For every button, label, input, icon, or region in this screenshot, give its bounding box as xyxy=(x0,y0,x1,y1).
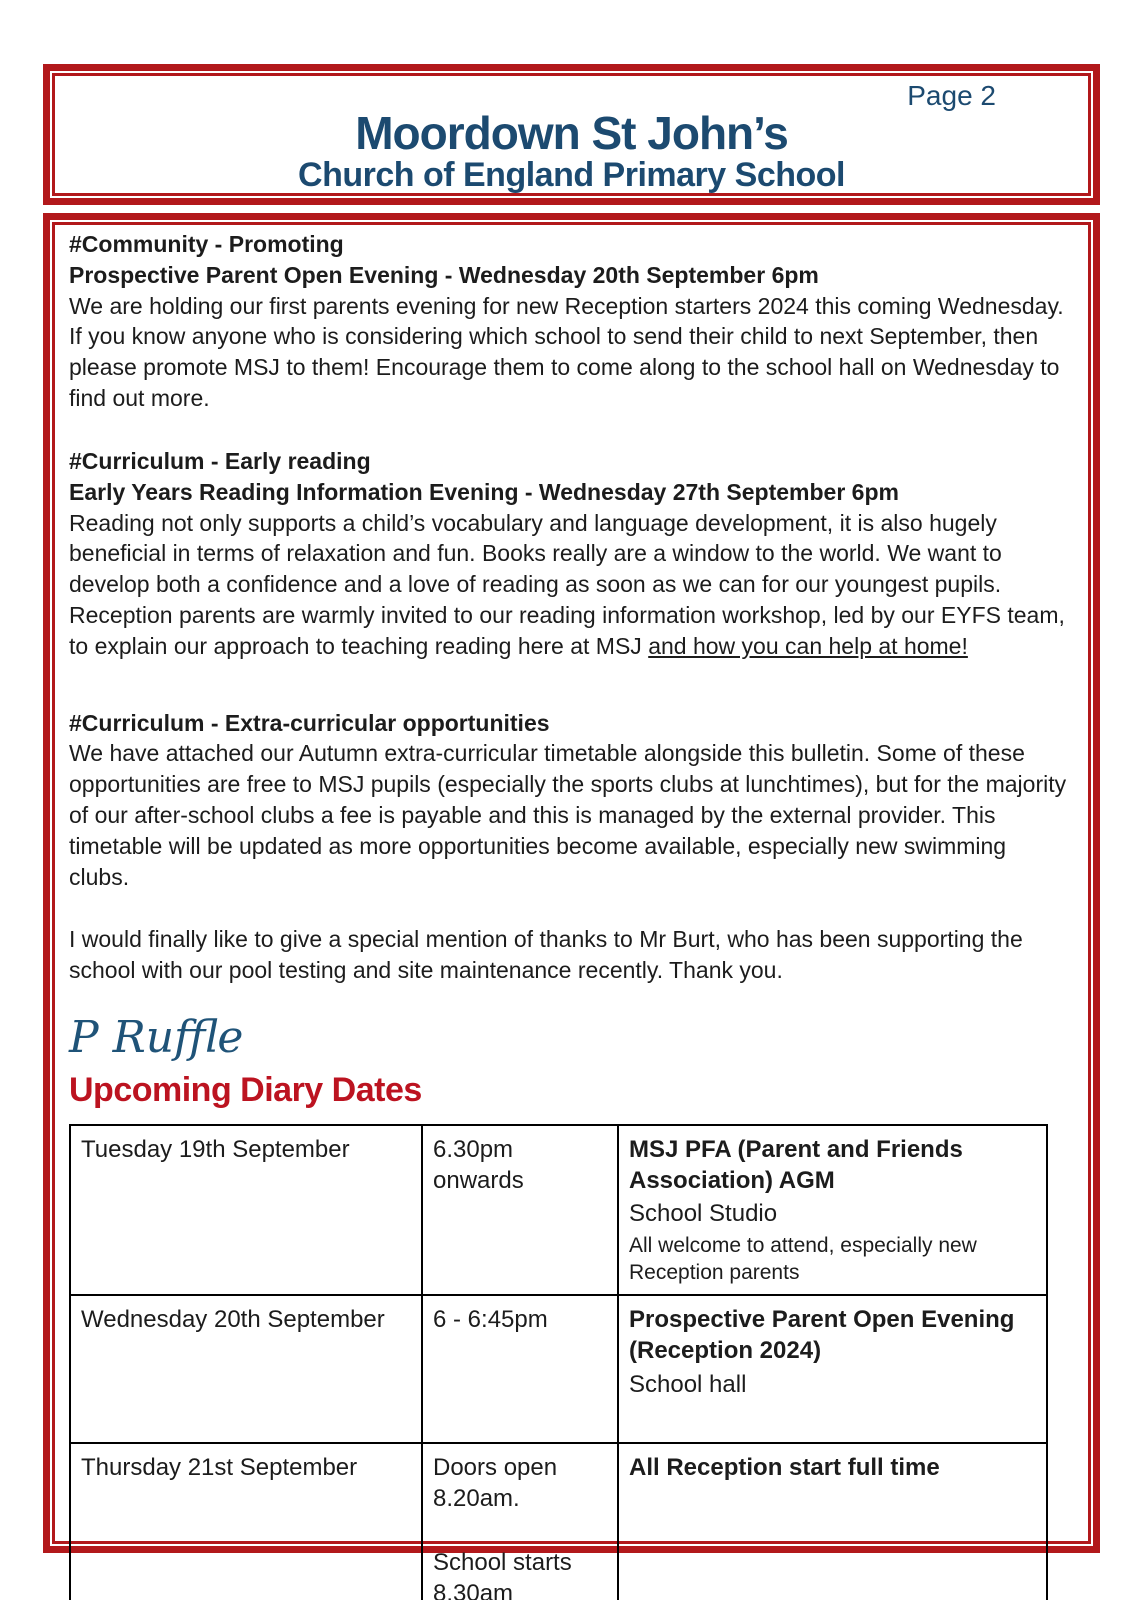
header-box xyxy=(43,64,1100,205)
diary-row xyxy=(70,1125,1047,1295)
section-community-promoting xyxy=(69,229,1072,414)
event-title: Prospective Parent Open Evening (Reception 2024) xyxy=(629,1306,1015,1365)
closing-paragraph: I would finally like to give a special mention of thanks to Mr Burt, who has been supporting the school with our pool testing and site maintenance recently. Thank you. xyxy=(69,926,1023,984)
diary-time-cell: 6.30pm onwards xyxy=(422,1125,618,1295)
diary-heading: Upcoming Diary Dates xyxy=(69,1071,422,1110)
content-inner-frame xyxy=(52,222,1091,1600)
underlined-phrase: and how you can help at home! xyxy=(648,632,968,659)
header-inner-frame xyxy=(52,73,1091,196)
diary-event-cell xyxy=(618,1295,1047,1443)
time-detail: Doors open 8.20am. xyxy=(433,1454,558,1513)
diary-date-cell: Thursday 21st September xyxy=(70,1443,422,1600)
diary-date-cell: Tuesday 19th September xyxy=(70,1125,422,1295)
page-number-label: Page 2 xyxy=(907,80,996,111)
event-location: School hall xyxy=(629,1370,747,1398)
diary-date-cell: Wednesday 20th September xyxy=(70,1295,422,1443)
section-early-reading xyxy=(69,446,1072,662)
section-body: We are holding our first parents evening for new Reception starters 2024 this coming Wednesday. If you know anyone who is considering which school to send their child to next September, then please promote MSJ to them! Encourage them to come along to the school hall on Wednesday to find out more. xyxy=(69,292,1064,412)
diary-row xyxy=(70,1443,1047,1600)
school-name-title: Moordown St John’s xyxy=(355,107,788,159)
diary-event-cell xyxy=(618,1125,1047,1295)
content-box xyxy=(43,213,1100,1600)
event-title: MSJ PFA (Parent and Friends Association) AGM xyxy=(629,1136,963,1195)
diary-time-cell: 6 - 6:45pm xyxy=(422,1295,618,1443)
diary-row xyxy=(70,1295,1047,1443)
section-tag: #Community - Promoting xyxy=(69,231,344,257)
diary-time-cell xyxy=(422,1443,618,1600)
section-tag: #Curriculum - Extra-curricular opportunities xyxy=(69,709,550,736)
school-type-subtitle: Church of England Primary School xyxy=(298,156,845,194)
event-title: All Reception start full time xyxy=(629,1454,940,1482)
diary-event-cell xyxy=(618,1443,1047,1600)
diary-table xyxy=(69,1124,1048,1600)
section-subtitle: Early Years Reading Information Evening - Wednesday 27th September 6pm xyxy=(69,478,899,505)
event-location: School Studio xyxy=(629,1200,778,1228)
time-detail: School starts 8.30am xyxy=(433,1548,572,1600)
section-body-text: Reading not only supports a child’s vocabulary and language development, it is also hugely beneficial in terms of relaxation and fun. Books really are a window to the world. We want to develop both a confidence and a love of reading as soon as we can for our youngest pupils. Reception parents are warmly invited to our reading information workshop, led by our EYFS team, to explain our approach to teaching reading here at MSJ xyxy=(69,509,1065,659)
section-body xyxy=(69,508,1072,662)
section-tag: #Curriculum - Early reading xyxy=(69,447,371,474)
section-body: We have attached our Autumn extra-curricular timetable alongside this bulletin. Some of these opportunities are free to MSJ pupils (especially the sports clubs at lunchtimes), but for the majority of our after-school clubs a fee is payable and this is managed by the external provider. This timetable will be updated as more opportunities become available, especially new swimming clubs. xyxy=(69,740,1067,890)
section-extra-curricular xyxy=(69,708,1072,893)
event-note: All welcome to attend, especially new Reception parents xyxy=(629,1233,977,1284)
headteacher-signature: P Ruffle xyxy=(69,1012,244,1064)
section-subtitle: Prospective Parent Open Evening - Wednesday 20th September 6pm xyxy=(69,261,819,288)
